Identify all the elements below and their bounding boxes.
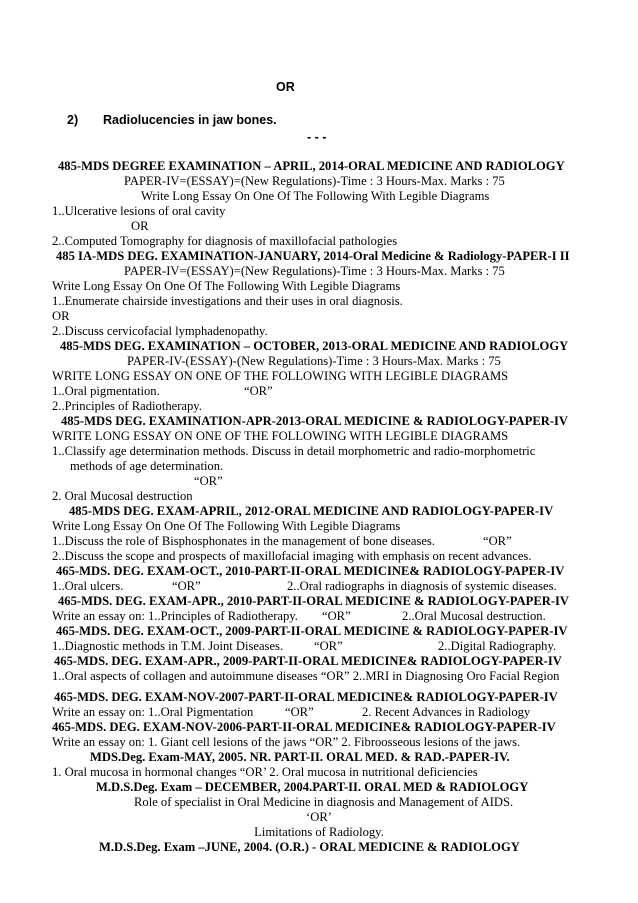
or-separator: ‘OR’ (306, 810, 332, 824)
question: 2..Discuss the scope and prospects of maxillofacial imaging with emphasis on recent advances. (52, 549, 532, 563)
exam-heading: 485-MDS DEGREE EXAMINATION – APRIL, 2014-ORAL MEDICINE AND RADIOLOGY (58, 159, 565, 173)
exam-heading: 465-MDS. DEG. EXAM-NOV-2006-PART-II-ORAL MEDICINE& RADIOLOGY-PAPER-IV (52, 720, 556, 734)
or-separator: “OR” (322, 609, 351, 623)
or-separator: “OR” (483, 534, 512, 548)
instruction: Write Long Essay On One Of The Following With Legible Diagrams (52, 279, 401, 293)
or-separator: OR (52, 309, 70, 323)
paper-info: PAPER-IV=(ESSAY)=(New Regulations)-Time : 3 Hours-Max. Marks : 75 (124, 174, 505, 188)
question: Write an essay on: 1..Oral Pigmentation (52, 705, 254, 719)
paper-info: PAPER-IV=(ESSAY)=(New Regulations)-Time : 3 Hours-Max. Marks : 75 (124, 264, 505, 278)
instruction: WRITE LONG ESSAY ON ONE OF THE FOLLOWING WITH LEGIBLE DIAGRAMS (52, 429, 509, 443)
or-separator: “OR” (194, 474, 223, 488)
question: 1..Diagnostic methods in T.M. Joint Diseases. (52, 639, 284, 653)
or-separator: “OR” (244, 384, 273, 398)
question: Limitations of Radiology. (254, 825, 384, 839)
question: 2. Recent Advances in Radiology (362, 705, 531, 719)
question: 1..Oral pigmentation. (52, 384, 160, 398)
exam-heading: 485-MDS DEG. EXAMINATION – OCTOBER, 2013-ORAL MEDICINE AND RADIOLOGY (60, 339, 569, 353)
question: 2..Discuss cervicofacial lymphadenopathy. (52, 324, 268, 338)
exam-heading: 465-MDS. DEG. EXAM-OCT., 2009-PART-II-ORAL MEDICINE & RADIOLOGY-PAPER-IV (56, 624, 568, 638)
paper-info: PAPER-IV-(ESSAY)-(New Regulations)-Time : 3 Hours-Max. Marks : 75 (127, 354, 501, 368)
question: 2..Computed Tomography for diagnosis of maxillofacial pathologies (52, 234, 398, 248)
or-label: OR (276, 80, 295, 94)
or-separator: “OR” (314, 639, 343, 653)
question: 1..Oral aspects of collagen and autoimmune diseases “OR” 2..MRI in Diagnosing Oro Facial Region (52, 669, 560, 683)
question: 1..Enumerate chairside investigations and their uses in oral diagnosis. (52, 294, 403, 308)
item-text: Radiolucencies in jaw bones. (103, 113, 277, 127)
exam-heading: 465-MDS. DEG. EXAM-APR., 2009-PART-II-ORAL MEDICINE& RADIOLOGY-PAPER-IV (54, 654, 562, 668)
exam-heading: M.D.S.Deg. Exam – DECEMBER, 2004.PART-II. ORAL MED & RADIOLOGY (96, 780, 529, 794)
question: 1..Oral ulcers. (52, 579, 124, 593)
question: Role of specialist in Oral Medicine in diagnosis and Management of AIDS. (134, 795, 514, 809)
question: Write an essay on: 1..Principles of Radiotherapy. (52, 609, 298, 623)
exam-heading: 465-MDS. DEG. EXAM-NOV-2007-PART-II-ORAL MEDICINE& RADIOLOGY-PAPER-IV (54, 690, 558, 704)
question: Write an essay on: 1. Giant cell lesions of the jaws “OR” 2. Fibroosseous lesions of the jaws. (52, 735, 521, 749)
question: 1..Discuss the role of Bisphosphonates in the management of bone diseases. (52, 534, 435, 548)
exam-heading: 485-MDS DEG. EXAMINATION-APR-2013-ORAL MEDICINE & RADIOLOGY-PAPER-IV (61, 414, 569, 428)
question: 2..Oral radiographs in diagnosis of systemic diseases. (287, 579, 557, 593)
or-separator: “OR” (172, 579, 201, 593)
question: 1. Oral mucosa in hormonal changes “OR’ 2. Oral mucosa in nutritional deficiencies (52, 765, 478, 779)
or-separator: OR (131, 219, 149, 233)
question: 2. Oral Mucosal destruction (52, 489, 193, 503)
question: 2..Principles of Radiotherapy. (52, 399, 202, 413)
exam-heading: 465-MDS. DEG. EXAM-APR., 2010-PART-II-ORAL MEDICINE & RADIOLOGY-PAPER-IV (58, 594, 570, 608)
instruction: WRITE LONG ESSAY ON ONE OF THE FOLLOWING WITH LEGIBLE DIAGRAMS (52, 369, 509, 383)
item-number: 2) (67, 113, 79, 127)
exam-heading: 485-MDS DEG. EXAM-APRIL, 2012-ORAL MEDICINE AND RADIOLOGY-PAPER-IV (69, 504, 554, 518)
exam-heading: MDS.Deg. Exam-MAY, 2005. NR. PART-II. ORAL MED. & RAD.-PAPER-IV. (90, 750, 510, 764)
question: 2..Digital Radiography. (438, 639, 557, 653)
instruction: Write Long Essay On One Of The Following With Legible Diagrams (52, 519, 401, 533)
exam-heading: 485 IA-MDS DEG. EXAMINATION-JANUARY, 2014-Oral Medicine & Radiology-PAPER-I II (56, 249, 570, 263)
exam-heading: 465-MDS. DEG. EXAM-OCT., 2010-PART-II-ORAL MEDICINE& RADIOLOGY-PAPER-IV (56, 564, 565, 578)
question: 2..Oral Mucosal destruction. (402, 609, 546, 623)
instruction: Write Long Essay On One Of The Following With Legible Diagrams (141, 189, 490, 203)
separator: - - - (307, 130, 327, 144)
question-continued: methods of age determination. (70, 459, 224, 473)
or-separator: “OR” (285, 705, 314, 719)
question: 1..Ulcerative lesions of oral cavity (52, 204, 226, 218)
exam-heading: M.D.S.Deg. Exam –JUNE, 2004. (O.R.) - ORAL MEDICINE & RADIOLOGY (99, 840, 520, 854)
question: 1..Classify age determination methods. Discuss in detail morphometric and radio-morphometric (52, 444, 536, 458)
